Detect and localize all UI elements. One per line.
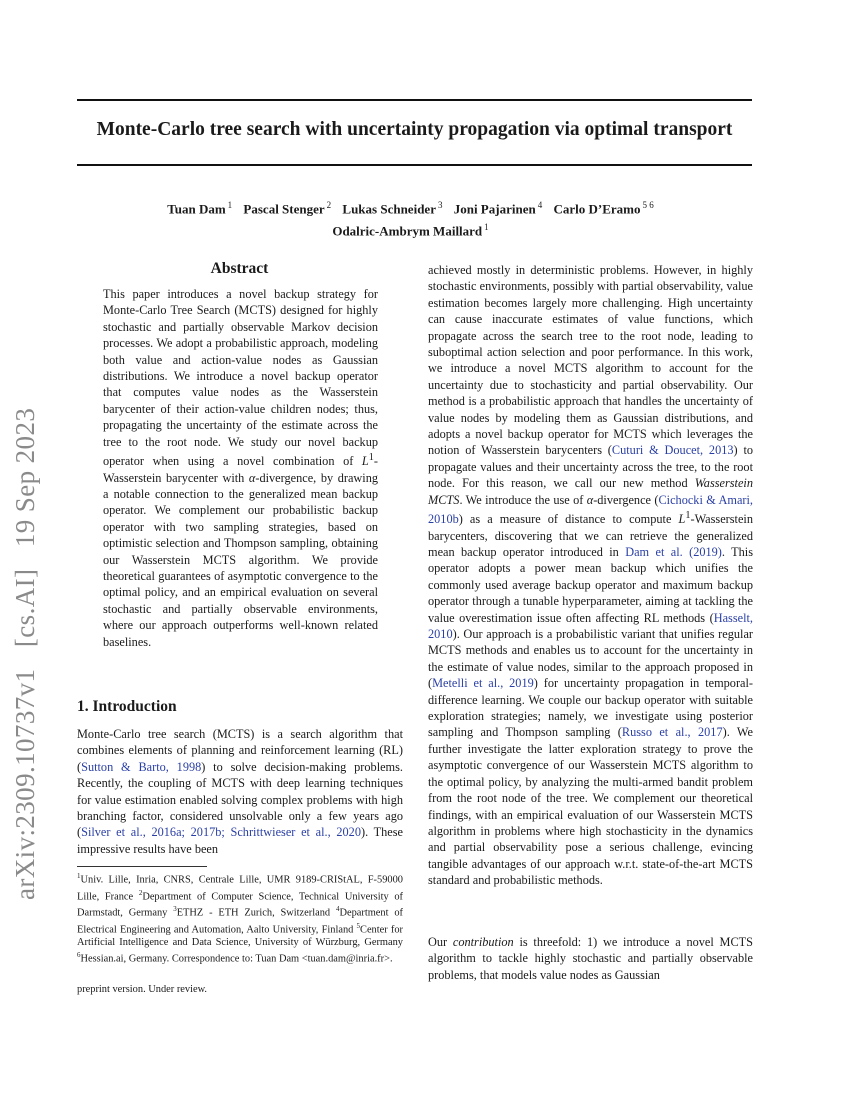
citation-link[interactable]: Sutton & Barto, 1998 [81, 759, 202, 774]
footnote-text: Department of Computer Science, Technical University of Darmstadt, Germany [77, 891, 403, 919]
contribution-emphasis: contribution [452, 935, 514, 949]
title-rule-top [77, 99, 752, 101]
intro-text-part: ). These impressive results have been [77, 825, 403, 856]
author-affiliation: 5 6 [642, 200, 654, 210]
footnote-text: ETHZ - ETH Zurich, Switzerland [176, 907, 336, 919]
intro-text-part: -Wasserstein barycenters, discovering that we can retrieve the generalized mean backup operator introduced in [428, 512, 753, 559]
author-name: Lukas Schneider [342, 201, 436, 217]
author-list [77, 196, 752, 241]
abstract-text-part: -divergence, by drawing a notable connection to the generalized mean backup operator. We complement our probabilistic backup operator with two sampling strategies, based on optimistic selection and Thompson sampling, obtaining our Wasserstein MCTS algorithm. We provide theoretical guarantees of asymptotic convergence to the optimal policy, and an empirical evaluation on several stochastic and partially observable environments, where our approach outperforms well-known related baselines. [103, 470, 378, 649]
footnote-separator [77, 866, 207, 867]
footnote-marker: 6 [77, 951, 81, 960]
intro-text-part: Our [428, 935, 453, 949]
citation-link[interactable]: Russo et al., 2017 [621, 725, 723, 740]
author-name: Tuan Dam [167, 201, 226, 217]
intro-text-part: ) to solve decision-making problems. Recently, the coupling of MCTS with deep learning techniques for value estimation enabled solving complex problems with high branching factor, considered unsolvable only a few years ago ( [77, 759, 403, 840]
affiliations-footnote [77, 870, 403, 966]
introduction-text-continued [428, 262, 753, 889]
preprint-notice: preprint version. Under review. [77, 984, 208, 995]
author-name: Carlo D’Eramo [553, 201, 641, 217]
intro-text-part: ). We further investigate the latter exploration strategy to prove the asymptotic convergence of our Wasserstein MCTS algorithm to the optimal policy, by analyzing the multi-armed bandit problem from the root node of the tree. We complement our theoretical findings, with an empirical evaluation of our Wasserstein MCTS algorithm in problems where high stochasticity in the dynamics and partial observability pose a serious challenge, evincing tangible advantages of our approach w.r.t. state-of-the-art MCTS standard and probabilistic methods. [428, 725, 753, 888]
author-affiliation: 2 [326, 200, 332, 210]
math-l-symbol: L [678, 512, 686, 527]
abstract-heading: Abstract [210, 260, 269, 277]
arxiv-category: [cs.AI] [10, 568, 40, 648]
footnote-marker: 1 [77, 872, 81, 880]
author-affiliation: 1 [227, 200, 233, 210]
intro-text-part: ). Our approach is a probabilistic variant that unifies regular MCTS methods and enables us to account for the uncertainty in the estimate of value nodes, similar to the approach proposed in ( [428, 627, 753, 691]
intro-text-part: achieved mostly in deterministic problems. However, in highly stochastic environments, possibly with partial observability, value estimation becomes largely more challenging. High uncertainty can cause inaccurate estimates of value functions, which propagate across the search tree to the root node, leading to suboptimal action selection and poor performance. In this work, we introduce a novel MCTS algorithm to account for the uncertainty due to stochasticity and partial observability. Our method is a probabilistic approach that handles the uncertainty of value nodes by modeling them as Gaussian distributions, and adopts a novel backup operator for MCTS which leverages the notion of Wasserstein barycenters ( [428, 263, 753, 458]
footnote-text: Center for Artificial Intelligence and Data Science, University of Würzburg, Germany [77, 924, 403, 949]
footnote-marker: 4 [335, 905, 340, 914]
abstract-text-part: This paper introduces a novel backup strategy for Monte-Carlo Tree Search (MCTS) designed for highly stochastic and partially observable Markov decision processes. We adopt a probabilistic approach, modeling both value and action-value nodes as Gaussian distributions. We introduce a novel backup operator that computes value nodes as the Wasserstein barycenter of their action-value children nodes; thus, propagating the uncertainty of the estimate across the tree to the root node. We study our novel backup operator when using a novel combination of [103, 287, 378, 469]
intro-text-part: ) for uncertainty propagation in temporal-difference learning. We couple our backup operator with suitable exploration strategies; namely, we investigate using posterior sampling and Thompson sampling ( [428, 676, 754, 740]
author-affiliation: 4 [537, 200, 543, 210]
arxiv-identifier-stamp [0, 0, 50, 900]
footnote-text: Univ. Lille, Inria, CNRS, Centrale Lille, UMR 9189-CRIStAL, F-59000 Lille, France [77, 874, 403, 903]
math-alpha-symbol: α [248, 470, 256, 485]
citation-link[interactable]: Silver et al., 2016a; 2017b; Schrittwieser et al., 2020 [81, 825, 361, 840]
author-affiliation: 1 [484, 222, 489, 233]
section-heading-introduction: 1. Introduction [77, 698, 177, 715]
intro-text-part: -divergence ( [593, 492, 659, 507]
footnote-marker: 5 [356, 921, 361, 930]
math-superscript: 1 [368, 452, 374, 464]
math-superscript: 1 [685, 510, 691, 522]
footnote-text: Hessian.ai, Germany. Correspondence to: Tuan Dam <tuan.dam@inria.fr>. [80, 953, 393, 965]
paper-title: Monte-Carlo tree search with uncertainty propagation via optimal transport [96, 119, 733, 140]
footnote-marker: 2 [138, 888, 143, 897]
intro-text-part: ) as a measure of distance to compute [458, 512, 679, 527]
citation-link[interactable]: Metelli et al., 2019 [432, 676, 534, 691]
introduction-text [77, 726, 403, 857]
abstract-text [103, 286, 378, 650]
contribution-paragraph [428, 934, 753, 983]
footnote-marker: 3 [173, 905, 177, 914]
arxiv-id: arXiv:2309.10737v1 [10, 668, 40, 900]
math-l-symbol: L [361, 454, 369, 469]
abstract-text-part: -Wasserstein barycenter with [103, 454, 378, 485]
arxiv-date: 19 Sep 2023 [10, 407, 40, 548]
citation-link[interactable]: Hasselt, 2010 [428, 610, 753, 642]
title-rule-bottom [77, 164, 752, 166]
footnote-text: Department of Electrical Engineering and Automation, Aalto University, Finland [77, 907, 403, 936]
citation-link[interactable]: Cuturi & Doucet, 2013 [611, 443, 734, 458]
author-name: Pascal Stenger [243, 201, 325, 217]
citation-link[interactable]: Dam et al. (2019) [625, 545, 722, 559]
intro-text-part: Monte-Carlo tree search (MCTS) is a search algorithm that combines elements of planning and reinforcement learning (RL) ( [77, 727, 403, 774]
author-affiliation: 3 [437, 200, 443, 210]
intro-text-part: . We introduce the use of [459, 492, 587, 507]
math-alpha-symbol: α [586, 492, 594, 507]
method-name-emphasis: Wasserstein MCTS [428, 476, 753, 507]
author-name: Odalric-Ambrym Maillard [332, 223, 483, 239]
intro-text-part: is threefold: 1) we introduce a novel MCTS algorithm to tackle highly stochastic and partially observable problems, that models value nodes as Gaussian [428, 935, 753, 982]
citation-link[interactable]: Cichocki & Amari, 2010b [428, 492, 753, 527]
intro-text-part: ) to propagate values and their uncertainty across the tree, to the root node. For this reason, we call our new method [428, 443, 754, 491]
author-name: Joni Pajarinen [453, 201, 536, 217]
intro-text-part: . This operator adopts a power mean backup which unifies the commonly used average backup operator and maximum backup operator through a tunable hyperparameter, aiming at tackling the value overestimation issue often affecting RL methods ( [428, 545, 753, 625]
